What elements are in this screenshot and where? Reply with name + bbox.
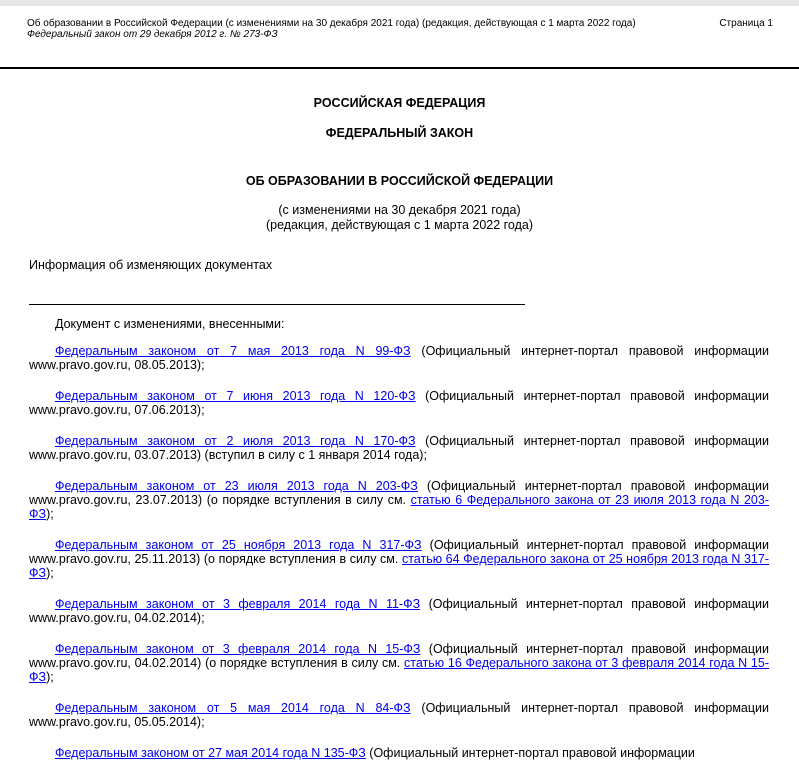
amendment-source-text: (Официальный интернет-портал правовой информации www.pravo.gov.ru, 04.02.2014) (о порядке вступления в силу см. bbox=[29, 642, 769, 670]
amendment-entry bbox=[29, 746, 769, 760]
amendment-tail-text: ); bbox=[46, 507, 54, 521]
amendment-source-text: (Официальный интернет-портал правовой информации www.pravo.gov.ru, 25.11.2013) (о порядке вступления в силу см. bbox=[29, 538, 769, 566]
amendment-law-link[interactable]: Федеральным законом от 7 мая 2013 года N 99-ФЗ bbox=[55, 344, 411, 358]
amendment-tail-text: ); bbox=[46, 670, 54, 684]
amendment-law-link[interactable]: Федеральным законом от 5 мая 2014 года N 84-ФЗ bbox=[55, 701, 411, 715]
amendment-source-text: (Официальный интернет-портал правовой информации www.pravo.gov.ru, 08.05.2013); bbox=[29, 344, 769, 372]
header-doc-title: Об образовании в Российской Федерации (с изменениями на 30 декабря 2021 года) (редакция, действующая с 1 марта 2022 года) bbox=[27, 18, 636, 29]
amendments-info-heading: Информация об изменяющих документах bbox=[29, 258, 273, 272]
amendment-source-text: (Официальный интернет-портал правовой информации www.pravo.gov.ru, 05.05.2014); bbox=[29, 701, 769, 729]
revision-note-line-2: (редакция, действующая с 1 марта 2022 года) bbox=[265, 218, 534, 232]
amendment-law-link[interactable]: Федеральным законом от 7 июня 2013 года N 120-ФЗ bbox=[55, 389, 416, 403]
amendment-entry bbox=[29, 538, 769, 580]
effective-date-article-link[interactable]: статью 16 Федерального закона от 3 февраля 2014 года N 15-ФЗ bbox=[29, 656, 770, 684]
header-page-number: Страница 1 bbox=[719, 18, 773, 29]
amendment-law-link[interactable]: Федеральным законом от 25 ноября 2013 года N 317-ФЗ bbox=[55, 538, 422, 552]
section-divider bbox=[29, 304, 525, 305]
amendment-law-link[interactable]: Федеральным законом от 3 февраля 2014 года N 15-ФЗ bbox=[55, 642, 421, 656]
amendment-law-link[interactable]: Федеральным законом от 27 мая 2014 года N 135-ФЗ bbox=[55, 746, 366, 760]
effective-date-article-link[interactable]: статью 6 Федерального закона от 23 июля 2013 года N 203-ФЗ bbox=[29, 493, 769, 521]
law-type-heading: ФЕДЕРАЛЬНЫЙ ЗАКОН bbox=[325, 126, 474, 140]
country-heading: РОССИЙСКАЯ ФЕДЕРАЦИЯ bbox=[313, 96, 486, 110]
amendment-law-link[interactable]: Федеральным законом от 2 июля 2013 года N 170-ФЗ bbox=[55, 434, 416, 448]
amendment-tail-text: ); bbox=[46, 566, 54, 580]
amendment-entry bbox=[29, 389, 769, 417]
amendment-entry bbox=[29, 642, 769, 684]
header-law-ref: Федеральный закон от 29 декабря 2012 г. № 273-ФЗ bbox=[27, 29, 278, 40]
amendment-entry bbox=[29, 701, 769, 729]
amendments-list bbox=[29, 344, 769, 768]
amendment-law-link[interactable]: Федеральным законом от 3 февраля 2014 года N 11-ФЗ bbox=[55, 597, 421, 611]
revision-note-line-1: (с изменениями на 30 декабря 2021 года) bbox=[278, 203, 521, 217]
revision-note bbox=[0, 203, 799, 233]
amendment-source-text: (Официальный интернет-портал правовой информации www.pravo.gov.ru, 04.02.2014); bbox=[29, 597, 769, 625]
page-header bbox=[27, 18, 773, 40]
amendments-intro: Документ с изменениями, внесенными: bbox=[55, 317, 285, 331]
amendment-entry bbox=[29, 597, 769, 625]
amendment-entry bbox=[29, 479, 769, 521]
amendment-source-text: (Официальный интернет-портал правовой информации www.pravo.gov.ru, 07.06.2013); bbox=[29, 389, 769, 417]
header-divider bbox=[0, 67, 799, 69]
amendment-law-link[interactable]: Федеральным законом от 23 июля 2013 года N 203-ФЗ bbox=[55, 479, 418, 493]
amendment-source-text: (Официальный интернет-портал правовой информации www.pravo.gov.ru, 23.07.2013) (о порядке вступления в силу см. bbox=[29, 479, 769, 507]
amendment-entry bbox=[29, 344, 769, 372]
amendment-entry bbox=[29, 434, 769, 462]
amendment-source-text: (Официальный интернет-портал правовой информации bbox=[365, 746, 695, 760]
amendment-source-text: (Официальный интернет-портал правовой информации www.pravo.gov.ru, 03.07.2013) (вступил в силу с 1 января 2014 года); bbox=[29, 434, 769, 462]
effective-date-article-link[interactable]: статью 64 Федерального закона от 25 ноября 2013 года N 317-ФЗ bbox=[29, 552, 769, 580]
page-title: ОБ ОБРАЗОВАНИИ В РОССИЙСКОЙ ФЕДЕРАЦИИ bbox=[245, 174, 554, 188]
